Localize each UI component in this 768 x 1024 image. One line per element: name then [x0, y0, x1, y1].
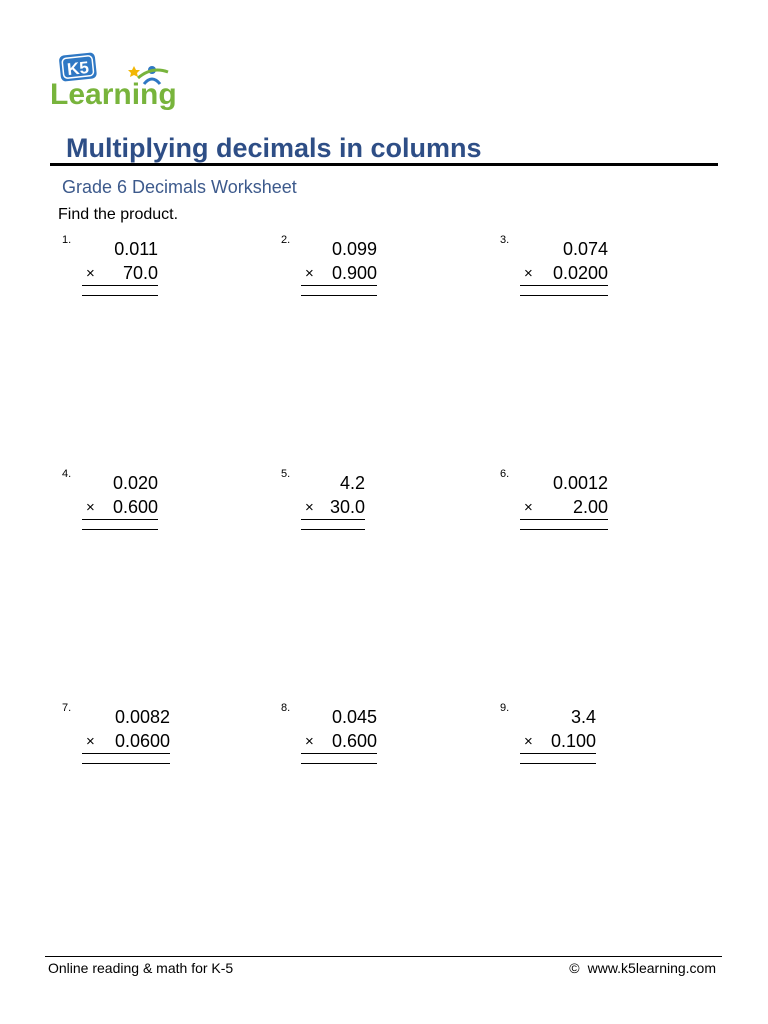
multiplier-row — [520, 729, 596, 754]
answer-line — [82, 763, 170, 764]
answer-line — [82, 295, 158, 296]
multiplicand: 0.074 — [562, 239, 608, 259]
multiplier: 0.0600 — [114, 731, 170, 751]
answer-line — [301, 529, 365, 530]
problem-work — [520, 705, 596, 754]
multiplier: 70.0 — [122, 263, 158, 283]
problem-work — [301, 237, 377, 286]
problem-work — [520, 237, 608, 286]
answer-line — [520, 295, 608, 296]
problem-number: 3. — [500, 234, 510, 246]
problem-work — [82, 237, 158, 286]
answer-line — [301, 763, 377, 764]
answer-line — [520, 763, 596, 764]
problem-work — [82, 471, 158, 520]
multiplier: 0.0200 — [552, 263, 608, 283]
multiplicand: 4.2 — [339, 473, 365, 493]
times-sign: × — [305, 265, 314, 282]
multiplier-row — [82, 261, 158, 286]
problem-work — [301, 471, 365, 520]
problem-number: 7. — [62, 702, 72, 714]
multiplicand: 3.4 — [570, 707, 596, 727]
problem-number: 4. — [62, 468, 72, 480]
times-sign: × — [305, 499, 314, 516]
times-sign: × — [86, 265, 95, 282]
multiplier-row — [301, 495, 365, 520]
footer-url[interactable]: www.k5learning.com — [587, 960, 716, 976]
footer-divider — [45, 956, 722, 957]
problem-number: 5. — [281, 468, 291, 480]
multiplier-row — [301, 729, 377, 754]
multiplier-row — [301, 261, 377, 286]
worksheet-subtitle: Grade 6 Decimals Worksheet — [62, 177, 297, 197]
multiplicand: 0.020 — [112, 473, 158, 493]
multiplier: 0.900 — [331, 263, 377, 283]
multiplier: 30.0 — [329, 497, 365, 517]
logo-wordmark: Learning — [50, 78, 177, 111]
copyright-icon: © — [569, 960, 580, 976]
multiplier-row — [520, 495, 608, 520]
multiplicand: 0.045 — [331, 707, 377, 727]
problem-number: 6. — [500, 468, 510, 480]
multiplicand: 0.0082 — [114, 707, 170, 727]
multiplier: 0.600 — [112, 497, 158, 517]
answer-line — [301, 295, 377, 296]
answer-line — [520, 529, 608, 530]
instructions: Find the product. — [58, 206, 179, 223]
page-title: Multiplying decimals in columns — [66, 133, 482, 163]
k5-learning-logo — [48, 50, 188, 112]
footer-site — [569, 959, 716, 977]
problem-work — [301, 705, 377, 754]
multiplicand: 0.0012 — [552, 473, 608, 493]
multiplicand: 0.099 — [331, 239, 377, 259]
title-divider — [50, 163, 718, 166]
problem-work — [520, 471, 608, 520]
problem-number: 2. — [281, 234, 291, 246]
footer-tagline: Online reading & math for K-5 — [48, 960, 234, 976]
multiplier: 2.00 — [572, 497, 608, 517]
problem-number: 9. — [500, 702, 510, 714]
logo-badge-text: K5 — [66, 57, 90, 80]
times-sign: × — [524, 265, 533, 282]
times-sign: × — [305, 733, 314, 750]
times-sign: × — [86, 499, 95, 516]
answer-line — [82, 529, 158, 530]
multiplier-row — [82, 729, 170, 754]
problem-number: 1. — [62, 234, 72, 246]
problem-work — [82, 705, 170, 754]
multiplier-row — [82, 495, 158, 520]
times-sign: × — [524, 499, 533, 516]
multiplier-row — [520, 261, 608, 286]
problem-number: 8. — [281, 702, 291, 714]
multiplier: 0.600 — [331, 731, 377, 751]
logo-graphic — [48, 50, 188, 112]
multiplicand: 0.011 — [114, 239, 158, 259]
times-sign: × — [524, 733, 533, 750]
multiplier: 0.100 — [550, 731, 596, 751]
times-sign: × — [86, 733, 95, 750]
